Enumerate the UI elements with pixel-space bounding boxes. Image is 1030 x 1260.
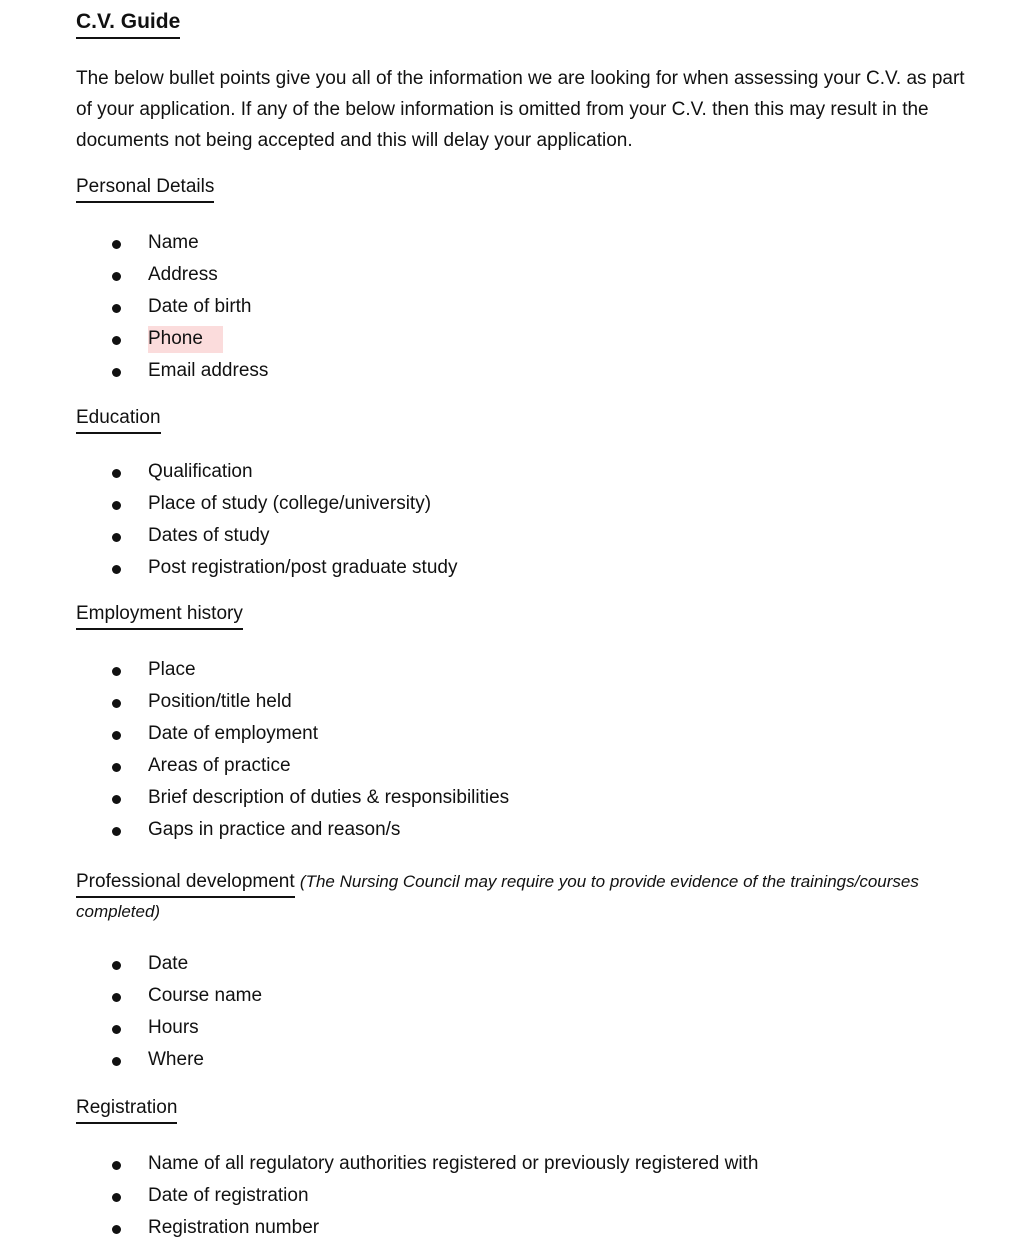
section-heading: Education: [76, 405, 161, 434]
section-heading-row: [76, 600, 996, 630]
bullet-list: [76, 948, 996, 1076]
list-item: Place: [76, 654, 996, 686]
list-item: Course name: [76, 980, 996, 1012]
document-title: C.V. Guide: [76, 8, 180, 39]
list-item: Place of study (college/university): [76, 488, 996, 520]
bullet-icon: [112, 565, 121, 574]
document-body: [76, 8, 996, 1244]
section-heading-row: [76, 868, 996, 926]
list-item: Name of all regulatory authorities registered or previously registered with: [76, 1148, 996, 1180]
bullet-icon: [112, 336, 121, 345]
bullet-icon: [112, 272, 121, 281]
section-heading-row: [76, 1094, 996, 1124]
list-item: Hours: [76, 1012, 996, 1044]
bullet-icon: [112, 240, 121, 249]
section-personal-details: [76, 173, 996, 387]
list-item: Email address: [76, 355, 996, 387]
list-item: Registration number: [76, 1212, 996, 1244]
section-heading: Registration: [76, 1095, 177, 1124]
bullet-icon: [112, 1057, 121, 1066]
bullet-icon: [112, 304, 121, 313]
list-item: Post registration/post graduate study: [76, 552, 996, 584]
bullet-icon: [112, 1025, 121, 1034]
section-heading-row: [76, 173, 996, 203]
section-education: [76, 404, 996, 584]
list-item: Gaps in practice and reason/s: [76, 814, 996, 846]
bullet-icon: [112, 469, 121, 478]
bullet-list: [76, 1148, 996, 1244]
section-heading: Personal Details: [76, 174, 214, 203]
list-item: Name: [76, 227, 996, 259]
section-registration: [76, 1094, 996, 1244]
list-item: Brief description of duties & responsibilities: [76, 782, 996, 814]
section-note: (The Nursing Council may require you to provide evidence of the trainings/courses completed): [76, 872, 919, 921]
bullet-icon: [112, 763, 121, 772]
bullet-icon: [112, 731, 121, 740]
section-professional-development: [76, 868, 996, 1076]
bullet-icon: [112, 533, 121, 542]
list-item-highlighted: [76, 323, 996, 355]
list-item: Where: [76, 1044, 996, 1076]
bullet-icon: [112, 961, 121, 970]
highlighted-text: Phone: [148, 326, 223, 353]
bullet-list: [76, 456, 996, 584]
bullet-icon: [112, 827, 121, 836]
list-item: Position/title held: [76, 686, 996, 718]
intro-paragraph: The below bullet points give you all of the information we are looking for when assessing your C.V. as part of your application. If any of the below information is omitted from your C.V. then this may result in the documents not being accepted and this will delay your application.: [76, 68, 965, 151]
bullet-icon: [112, 368, 121, 377]
bullet-icon: [112, 667, 121, 676]
list-item: Date of employment: [76, 718, 996, 750]
list-item: Areas of practice: [76, 750, 996, 782]
list-item: Dates of study: [76, 520, 996, 552]
section-heading-row: [76, 404, 996, 434]
bullet-icon: [112, 993, 121, 1002]
bullet-icon: [112, 699, 121, 708]
list-item: Qualification: [76, 456, 996, 488]
bullet-icon: [112, 1225, 121, 1234]
bullet-icon: [112, 1193, 121, 1202]
section-heading: Employment history: [76, 601, 243, 630]
section-heading: Professional development: [76, 869, 295, 898]
bullet-icon: [112, 1161, 121, 1170]
list-item: Date of birth: [76, 291, 996, 323]
list-item: Address: [76, 259, 996, 291]
list-item: Date: [76, 948, 996, 980]
section-employment-history: [76, 600, 996, 846]
bullet-icon: [112, 501, 121, 510]
list-item: Date of registration: [76, 1180, 996, 1212]
bullet-list: [76, 654, 996, 846]
bullet-list: [76, 227, 996, 387]
bullet-icon: [112, 795, 121, 804]
